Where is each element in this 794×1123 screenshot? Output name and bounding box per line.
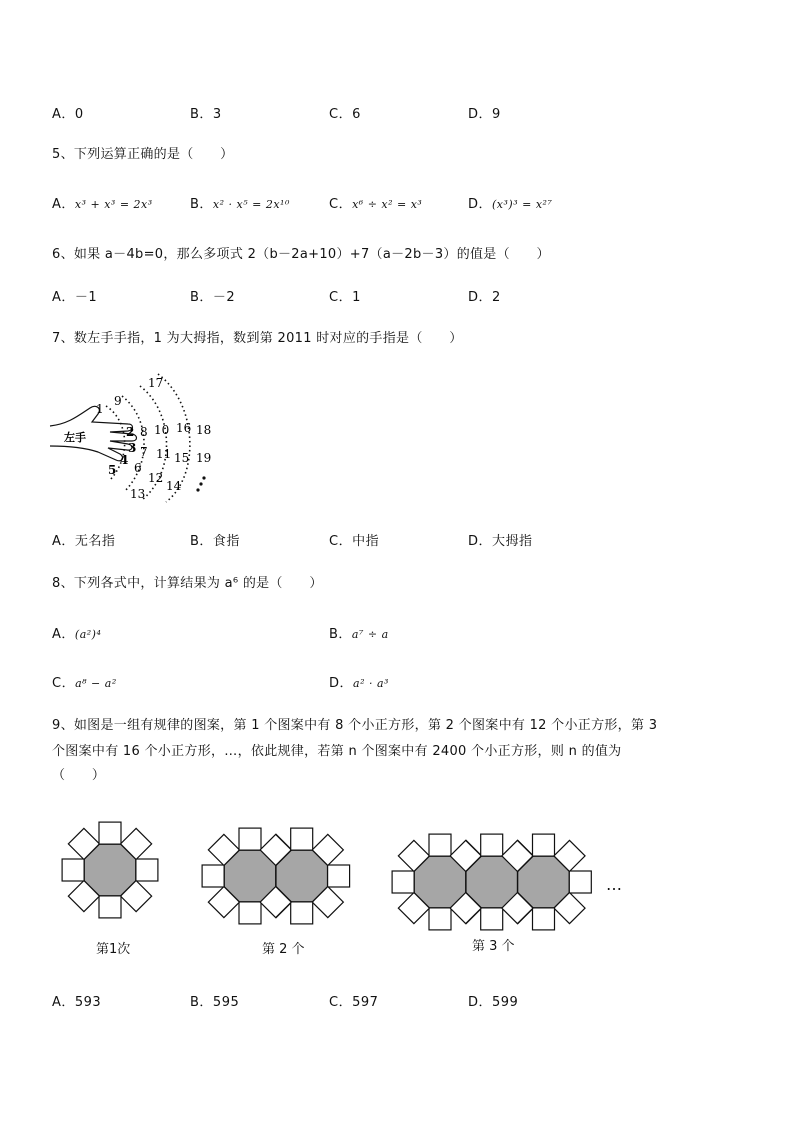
- q8-option-b: B．a⁷ ÷ a: [329, 627, 389, 642]
- octagon-patterns: [56, 816, 636, 932]
- q6-option-b: B．－2: [190, 290, 236, 305]
- finger-number: 17: [148, 376, 164, 390]
- q8-stem: 8、下列各式中，计算结果为 a⁶ 的是（ ）: [52, 576, 323, 591]
- small-square: [291, 902, 313, 924]
- q5-option-d: D．(x³)³ = x²⁷: [468, 197, 553, 212]
- q7-option-d: D．大拇指: [468, 534, 533, 549]
- q5-option-a: A．x³ + x³ = 2x³: [52, 197, 153, 212]
- finger-number: 1: [96, 402, 104, 416]
- q9-option-b: B．595: [190, 995, 240, 1010]
- small-square: [569, 871, 591, 893]
- q5-stem: 5、下列运算正确的是（ ）: [52, 147, 234, 162]
- finger-number: 16: [176, 421, 192, 435]
- finger-number: 19: [196, 451, 212, 465]
- small-square: [136, 859, 158, 881]
- small-square: [533, 908, 555, 930]
- finger-number: 8: [140, 425, 148, 439]
- small-square: [429, 908, 451, 930]
- small-square: [99, 896, 121, 918]
- q8-option-a: A．(a²)⁴: [52, 627, 102, 642]
- small-square: [481, 908, 503, 930]
- finger-number: 3: [128, 441, 137, 455]
- q4-option-b: B．3: [190, 107, 222, 122]
- small-square: [239, 828, 261, 850]
- q7-option-b: B．食指: [190, 534, 240, 549]
- small-square: [202, 865, 224, 887]
- finger-number: 9: [114, 394, 122, 408]
- q6-option-d: D．2: [468, 290, 501, 305]
- hand-label: 左手: [64, 431, 86, 444]
- q9-stem-line-3: （ ）: [52, 768, 106, 783]
- pattern-caption-2: 第 2 个: [262, 942, 305, 957]
- small-square: [62, 859, 84, 881]
- q4-option-c: C．6: [329, 107, 361, 122]
- finger-number: 12: [148, 471, 164, 485]
- q9-option-a: A．593: [52, 995, 102, 1010]
- small-square: [392, 871, 414, 893]
- q6-stem: 6、如果 a－4b=0，那么多项式 2（b－2a+10）+7（a－2b－3）的值是（ ）: [52, 247, 550, 262]
- pattern-caption-3: 第 3 个: [472, 939, 515, 954]
- finger-number: 11: [156, 447, 172, 461]
- finger-number: 14: [166, 479, 182, 493]
- pattern-caption-1: 第1次: [96, 942, 131, 957]
- q8-option-c: C．a⁸ − a²: [52, 676, 117, 691]
- pattern-ellipsis: …: [606, 875, 622, 894]
- finger-number: 13: [130, 487, 146, 501]
- q4-option-d: D．9: [468, 107, 501, 122]
- finger-number: 18: [196, 423, 212, 437]
- q9-stem-line-1: 9、如图是一组有规律的图案，第 1 个图案中有 8 个小正方形，第 2 个图案中有 12 个小正方形，第 3: [52, 718, 658, 733]
- finger-number: 7: [140, 445, 148, 459]
- finger-number: 6: [134, 461, 142, 475]
- small-square: [239, 902, 261, 924]
- q9-option-d: D．599: [468, 995, 519, 1010]
- finger-number: 4: [120, 453, 129, 467]
- small-square: [481, 834, 503, 856]
- q5-option-c: C．x⁶ ÷ x² = x³: [329, 197, 423, 212]
- finger-number: 5: [108, 463, 117, 477]
- q7-stem: 7、数左手手指，1 为大拇指，数到第 2011 时对应的手指是（ ）: [52, 331, 463, 346]
- q6-option-c: C．1: [329, 290, 361, 305]
- small-square: [429, 834, 451, 856]
- finger-number: 2: [126, 425, 135, 439]
- q5-option-b: B．x² · x⁵ = 2x¹⁰: [190, 197, 290, 212]
- q9-option-c: C．597: [329, 995, 379, 1010]
- q7-option-c: C．中指: [329, 534, 380, 549]
- hand-figure: [48, 368, 228, 504]
- q9-stem-line-2: 个图案中有 16 个小正方形，…，依此规律，若第 n 个图案中有 2400 个小正方形，则 n 的值为: [52, 744, 622, 759]
- finger-number: 10: [154, 423, 170, 437]
- small-square: [99, 822, 121, 844]
- q7-option-a: A．无名指: [52, 534, 116, 549]
- finger-number: 15: [174, 451, 190, 465]
- q6-option-a: A．－1: [52, 290, 98, 305]
- small-square: [533, 834, 555, 856]
- small-square: [291, 828, 313, 850]
- q4-option-a: A．0: [52, 107, 84, 122]
- q8-option-d: D．a² · a³: [329, 676, 389, 691]
- small-square: [328, 865, 350, 887]
